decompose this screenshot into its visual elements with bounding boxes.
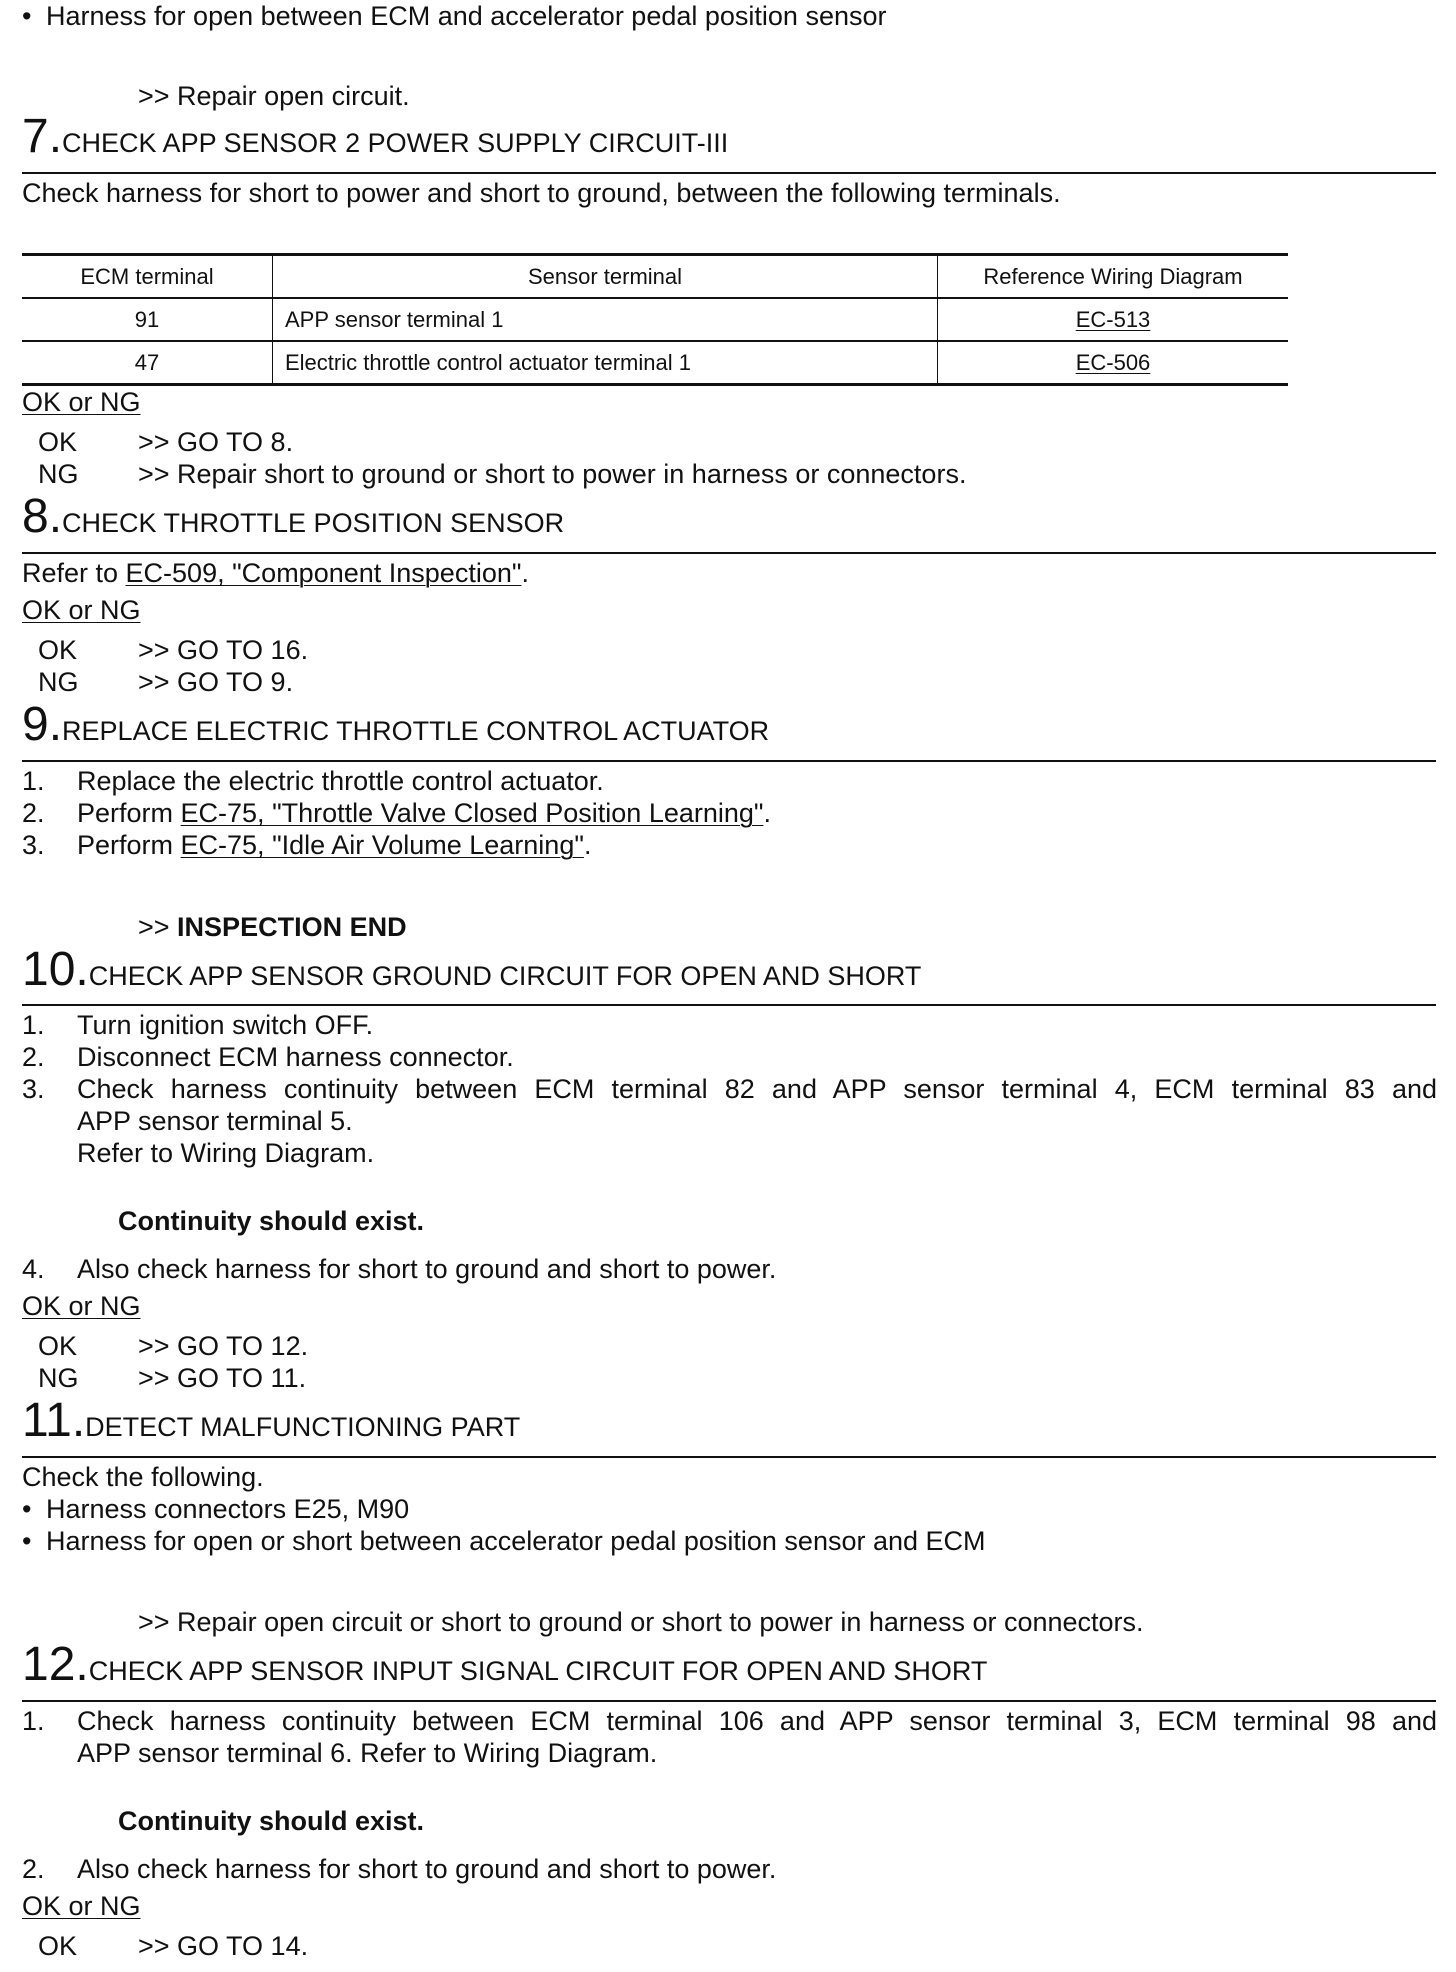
step-title: CHECK APP SENSOR GROUND CIRCUIT FOR OPEN AND SHORT [88, 961, 922, 991]
refer-prefix: Refer to [22, 558, 126, 588]
divider [22, 1456, 1436, 1458]
list-item: Also check harness for short to ground and short to power. [77, 1854, 777, 1884]
step-8-refer [22, 557, 529, 589]
step-11-intro: Check the following. [22, 1462, 264, 1492]
bullet-marker: • [22, 1494, 32, 1524]
step-title: CHECK APP SENSOR INPUT SIGNAL CIRCUIT FOR OPEN AND SHORT [88, 1656, 988, 1686]
sensor-terminal-cell: APP sensor terminal 1 [273, 298, 938, 341]
ok-label: OK [38, 1931, 78, 1961]
throttle-valve-learning-link[interactable]: EC-75, "Throttle Valve Closed Position Learning" [180, 798, 764, 828]
ng-label: NG [38, 667, 79, 697]
list-number: 2. [22, 1854, 45, 1884]
step-9-heading [22, 698, 770, 751]
list-number: 2. [22, 1042, 45, 1072]
ok-or-ng-label: OK or NG [22, 1291, 141, 1321]
list-number: 3. [22, 1074, 45, 1104]
ng-action: >> Repair short to ground or short to power in harness or connectors. [138, 459, 967, 489]
reference-link[interactable]: EC-506 [1075, 349, 1151, 375]
ecm-terminal-cell: 47 [22, 341, 273, 385]
step-7-heading [22, 110, 729, 163]
col-header-reference: Reference Wiring Diagram [983, 263, 1243, 289]
ok-or-ng-label: OK or NG [22, 387, 141, 417]
divider [22, 552, 1436, 554]
divider [22, 1700, 1436, 1702]
ok-action: >> GO TO 12. [138, 1331, 309, 1361]
step-8-heading [22, 490, 565, 543]
bullet-item: Harness for open or short between accelerator pedal position sensor and ECM [46, 1526, 986, 1556]
ok-label: OK [38, 427, 78, 457]
step-title: REPLACE ELECTRIC THROTTLE CONTROL ACTUATOR [62, 716, 770, 746]
step-number: 7. [22, 110, 63, 163]
repair-action: >> Repair open circuit. [138, 81, 410, 111]
ok-label: OK [38, 1331, 78, 1361]
step-number: 12. [22, 1638, 89, 1691]
reference-link[interactable]: EC-513 [1075, 306, 1151, 332]
step-10-heading [22, 943, 922, 996]
reference-cell [938, 341, 1289, 385]
refer-suffix: . [521, 558, 529, 588]
ng-action: >> GO TO 9. [138, 667, 294, 697]
idle-air-volume-learning-link[interactable]: EC-75, "Idle Air Volume Learning" [180, 830, 584, 860]
ok-action: >> GO TO 8. [138, 427, 294, 457]
list-item: Also check harness for short to ground and short to power. [77, 1254, 777, 1284]
top-bullet: Harness for open between ECM and accelerator pedal position sensor [46, 1, 887, 31]
list-item-continuation: APP sensor terminal 6. Refer to Wiring Diagram. [77, 1738, 658, 1768]
step-number: 11. [22, 1394, 86, 1447]
continuity-note: Continuity should exist. [118, 1206, 425, 1236]
sensor-terminal-cell: Electric throttle control actuator terminal 1 [273, 341, 938, 385]
list-item: Perform EC-75, "Throttle Valve Closed Position Learning". [77, 798, 772, 828]
step-12-heading [22, 1638, 988, 1691]
step-11-heading [22, 1394, 521, 1447]
ng-label: NG [38, 459, 79, 489]
continuity-note: Continuity should exist. [118, 1806, 425, 1836]
step-title: CHECK THROTTLE POSITION SENSOR [62, 508, 565, 538]
bullet-marker: • [22, 1, 32, 31]
terminal-table [22, 253, 1288, 386]
reference-cell [938, 298, 1289, 341]
ok-action: >> GO TO 14. [138, 1931, 309, 1961]
list-item: Turn ignition switch OFF. [77, 1010, 374, 1040]
ok-or-ng-label: OK or NG [22, 1891, 141, 1921]
list-number: 3. [22, 830, 45, 860]
divider [22, 172, 1436, 174]
step-7-intro: Check harness for short to power and short to ground, between the following terminals. [22, 178, 1061, 208]
repair-action: >> Repair open circuit or short to ground or short to power in harness or connectors. [138, 1607, 1144, 1637]
inspection-end: >> INSPECTION END [138, 912, 407, 942]
ok-action: >> GO TO 16. [138, 635, 309, 665]
list-item: Disconnect ECM harness connector. [77, 1042, 514, 1072]
list-item: Perform EC-75, "Idle Air Volume Learning". [77, 830, 592, 860]
list-item-continuation: Refer to Wiring Diagram. [77, 1138, 375, 1168]
step-number: 10. [22, 943, 89, 996]
ecm-terminal-cell: 91 [22, 298, 273, 341]
ok-or-ng-label: OK or NG [22, 595, 141, 625]
table-row [22, 298, 1288, 341]
step-title: CHECK APP SENSOR 2 POWER SUPPLY CIRCUIT-III [62, 128, 729, 158]
list-item: Check harness continuity between ECM terminal 82 and APP sensor terminal 4, ECM terminal 83 and [77, 1074, 1437, 1104]
step-title: DETECT MALFUNCTIONING PART [85, 1412, 521, 1442]
list-number: 1. [22, 766, 45, 796]
bullet-marker: • [22, 1526, 32, 1556]
list-item-continuation: APP sensor terminal 5. [77, 1106, 353, 1136]
col-header-ecm-terminal: ECM terminal [22, 255, 273, 299]
step-number: 8. [22, 490, 63, 543]
list-number: 1. [22, 1706, 45, 1736]
divider [22, 1004, 1436, 1006]
table-row [22, 341, 1288, 385]
list-number: 4. [22, 1254, 45, 1284]
col-header-sensor-terminal: Sensor terminal [273, 255, 938, 299]
table-header-row [22, 255, 1288, 299]
list-number: 2. [22, 798, 45, 828]
component-inspection-link[interactable]: EC-509, "Component Inspection" [125, 558, 522, 588]
step-number: 9. [22, 698, 63, 751]
divider [22, 760, 1436, 762]
bullet-item: Harness connectors E25, M90 [46, 1494, 410, 1524]
list-item: Replace the electric throttle control actuator. [77, 766, 604, 796]
ng-action: >> GO TO 11. [138, 1363, 307, 1393]
list-number: 1. [22, 1010, 45, 1040]
ng-label: NG [38, 1363, 79, 1393]
list-item: Check harness continuity between ECM terminal 106 and APP sensor terminal 3, ECM terminal 98 and [77, 1706, 1437, 1736]
ok-label: OK [38, 635, 78, 665]
